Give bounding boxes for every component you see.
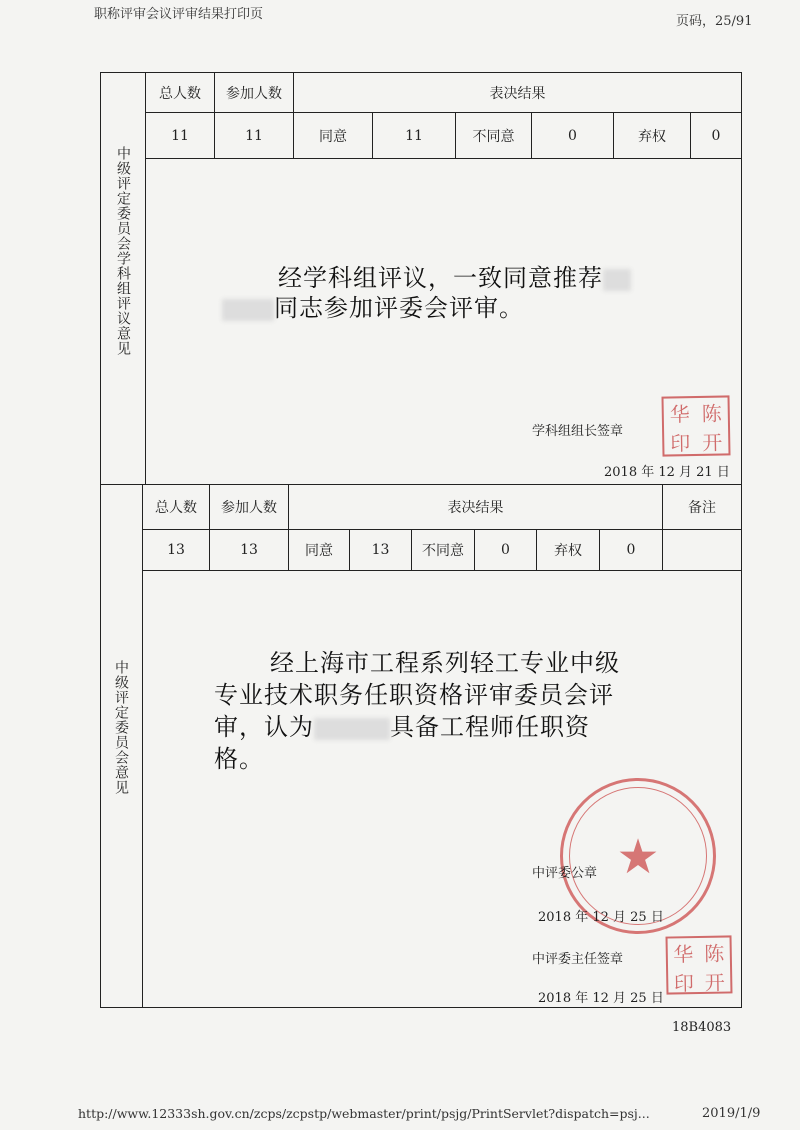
header-total-count: 总人数 (159, 85, 201, 102)
committee-chair-date: 2018 年 12 月 25 日 (538, 991, 664, 1006)
footer-url: http://www.12333sh.gov.cn/zcps/zcpstp/webmaster/print/psjg/PrintServlet?dispatch=psj... (78, 1106, 650, 1121)
header-vote-result: 表决结果 (489, 85, 546, 102)
opinion-line-3: 审，认为 具备工程师任职资 (214, 713, 590, 741)
document-code: 18B4083 (672, 1020, 732, 1035)
label-agree: 同意 (319, 128, 347, 145)
opinion-line-1: 经学科组评议，一致同意推荐 (278, 262, 631, 294)
header-attendance: 参加人数 (221, 500, 277, 516)
group-decision-date: 2018 年 12 月 21 日 (604, 465, 730, 480)
header-vote-result: 表决结果 (447, 500, 504, 516)
value-abstain: 0 (626, 542, 636, 558)
value-agree: 13 (371, 542, 390, 558)
page-header-title: 职称评审会议评审结果打印页 (94, 7, 264, 22)
committee-chair-sign-label: 中评委主任签章 (532, 952, 624, 967)
redacted-name (222, 299, 274, 321)
value-abstain: 0 (711, 127, 721, 144)
committee-stamp-date: 2018 年 12 月 25 日 (538, 910, 664, 925)
personal-seal-stamp: 华 陈 印 开 (661, 395, 730, 456)
side-label-committee: 中级评定委员会意见 (113, 660, 129, 795)
star-icon: ★ (616, 829, 660, 885)
label-disagree: 不同意 (472, 128, 515, 145)
value-total-count: 11 (171, 127, 189, 144)
page-number: 页码，25/91 (676, 14, 753, 29)
value-total-count: 13 (167, 542, 185, 558)
opinion-line-2: 同志参加评委会评审。 (222, 292, 524, 324)
opinion-line-1: 经上海市工程系列轻工专业中级 (270, 649, 620, 677)
value-disagree: 0 (568, 127, 577, 144)
committee-stamp-label: 中评委公章 (532, 866, 598, 881)
value-disagree: 0 (501, 542, 510, 558)
personal-seal-stamp: 华 陈 印 开 (665, 935, 732, 994)
redacted-name (603, 269, 631, 291)
header-remarks: 备注 (688, 500, 716, 516)
label-disagree: 不同意 (422, 543, 464, 559)
label-abstain: 弃权 (554, 543, 582, 559)
group-leader-sign-label: 学科组组长签章 (532, 424, 624, 439)
value-attendance: 13 (240, 542, 258, 558)
value-agree: 11 (405, 127, 423, 144)
value-attendance: 11 (245, 127, 263, 144)
footer-print-date: 2019/1/9 (702, 1106, 761, 1121)
opinion-line-4: 格。 (214, 745, 264, 773)
label-abstain: 弃权 (638, 128, 666, 145)
header-attendance: 参加人数 (226, 85, 282, 102)
side-label-subject-group: 中级评定委员会学科组评议意见 (115, 146, 131, 356)
header-total-count: 总人数 (155, 500, 197, 516)
opinion-line-2: 专业技术职务任职资格评审委员会评 (214, 681, 614, 709)
redacted-name (314, 718, 390, 740)
label-agree: 同意 (305, 543, 333, 559)
